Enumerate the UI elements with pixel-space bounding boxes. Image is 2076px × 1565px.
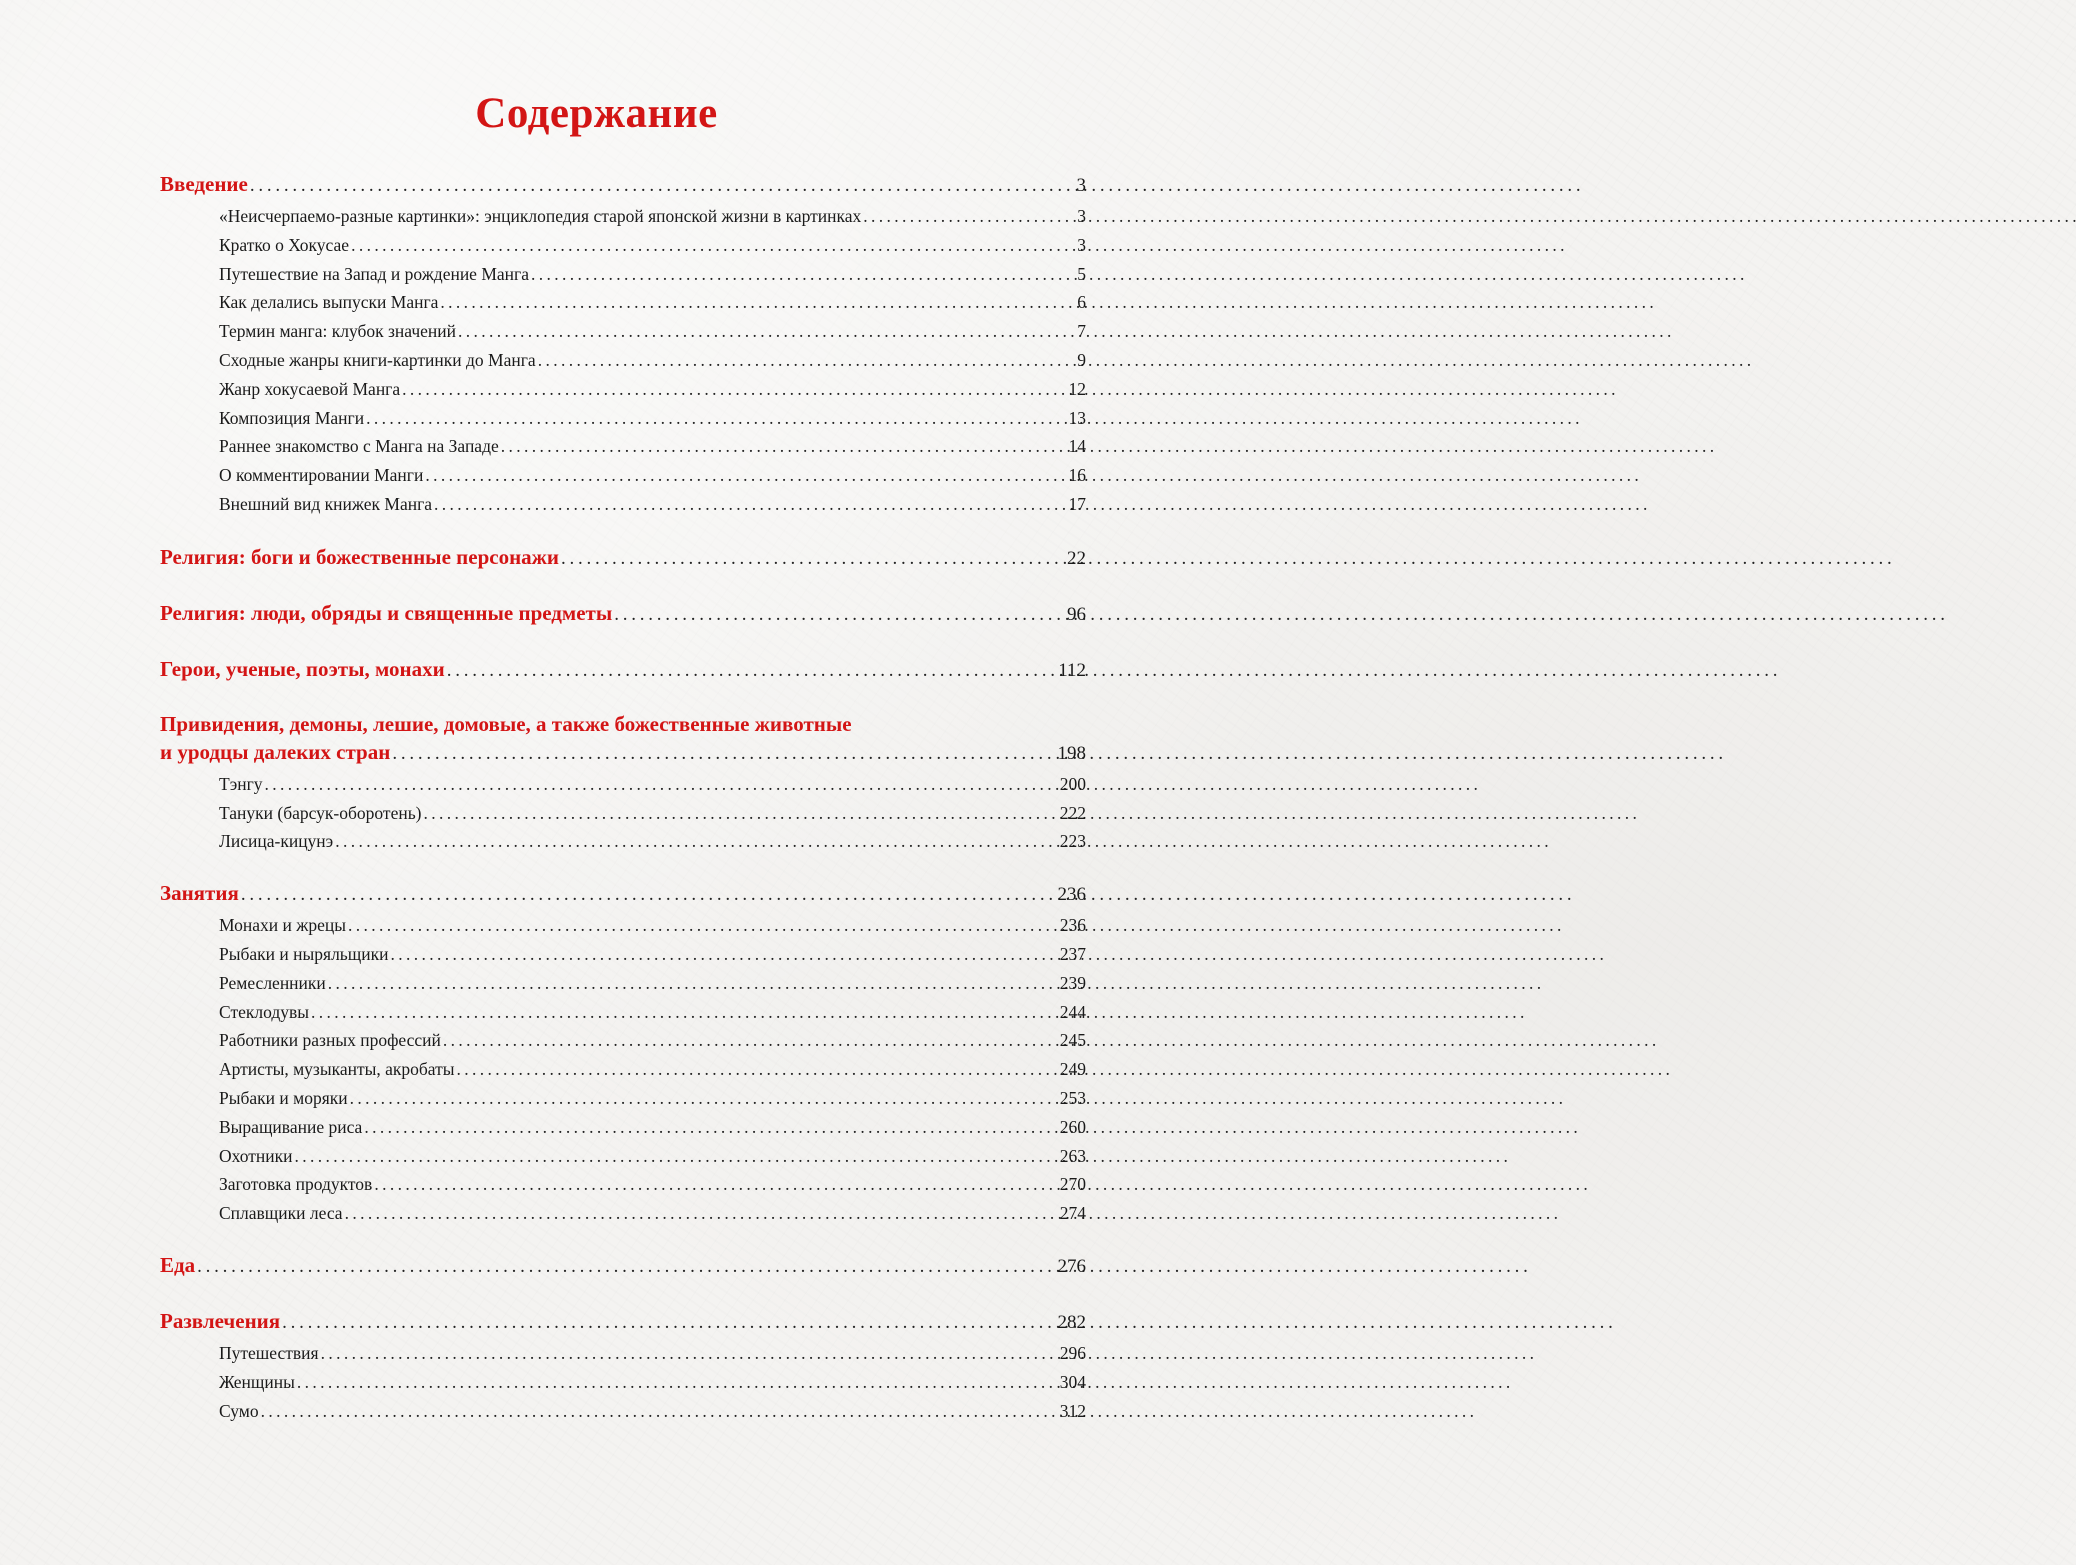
toc-page-number: 276 (1057, 1255, 1086, 1277)
toc-section-introduction[interactable] (160, 170, 1086, 198)
leader-dots (282, 1309, 1057, 1337)
leader-dots (265, 770, 1060, 799)
leader-dots (335, 827, 1060, 856)
toc-item[interactable] (160, 770, 1086, 799)
toc-item[interactable] (160, 1142, 1086, 1171)
toc-item-label: О комментировании Манги (219, 465, 424, 486)
toc-section-label: Религия: люди, обряды и священные предметы (160, 600, 613, 625)
toc-section-label: Еда (160, 1252, 196, 1277)
toc-page-number: 244 (1059, 1001, 1086, 1022)
leader-dots (197, 1253, 1057, 1281)
toc-page-number: 296 (1059, 1342, 1086, 1363)
leader-dots (424, 799, 1060, 828)
toc-item-label: Путешествия (219, 1342, 319, 1363)
toc-item[interactable] (160, 375, 1086, 404)
toc-item-label: Женщины (219, 1371, 295, 1392)
leader-dots (538, 346, 1078, 375)
toc-item[interactable] (160, 404, 1086, 433)
toc-page-number: 198 (1057, 742, 1086, 764)
toc-section-label: Религия: боги и божественные персонажи (160, 544, 559, 569)
leader-dots (402, 375, 1068, 404)
toc-page-number: 236 (1059, 915, 1086, 936)
toc-page-number: 239 (1059, 972, 1086, 993)
leader-dots (531, 260, 1077, 289)
toc-section-entertainment[interactable] (160, 1307, 1086, 1335)
toc-page-number: 7 (1077, 321, 1086, 342)
leader-dots (391, 940, 1060, 969)
leader-dots (241, 881, 1058, 909)
toc-item[interactable] (160, 940, 1086, 969)
leader-dots (261, 1397, 1060, 1426)
toc-page-number: 236 (1057, 884, 1086, 906)
toc-item[interactable] (160, 317, 1086, 346)
toc-item-label: Рыбаки и моряки (219, 1087, 348, 1108)
leader-dots (863, 202, 1077, 231)
toc-item[interactable] (160, 490, 1086, 519)
leader-dots (392, 740, 1057, 768)
leader-dots (457, 1055, 1060, 1084)
leader-dots (447, 657, 1058, 685)
toc-page-number: 3 (1077, 206, 1086, 226)
toc-page-number: 274 (1059, 1203, 1086, 1224)
leader-dots (250, 172, 1077, 200)
leader-dots (501, 432, 1069, 461)
toc-page-number: 304 (1059, 1371, 1086, 1392)
toc-page-number: 312 (1059, 1400, 1086, 1421)
leader-dots (561, 545, 1067, 573)
toc-item-label: Артисты, музыканты, акробаты (219, 1059, 455, 1080)
toc-item-label: Рыбаки и ныряльщики (219, 943, 389, 964)
toc-page-number: 9 (1077, 349, 1086, 370)
leader-dots (295, 1142, 1060, 1171)
toc-item[interactable] (160, 1055, 1086, 1084)
toc-page-number: 249 (1059, 1059, 1086, 1080)
toc-page-number: 263 (1059, 1145, 1086, 1166)
toc-item[interactable] (160, 969, 1086, 998)
toc-page-number: 12 (1068, 378, 1086, 399)
toc-page-number: 6 (1077, 292, 1086, 313)
toc-section-food[interactable] (160, 1251, 1086, 1279)
leader-dots (614, 601, 1067, 629)
toc-item[interactable] (160, 1368, 1086, 1397)
toc-section-label: Герои, ученые, поэты, монахи (160, 656, 445, 681)
leader-dots (311, 998, 1060, 1027)
leader-dots (348, 911, 1060, 940)
page-title: Содержание (475, 90, 718, 137)
toc-page-number: 5 (1077, 263, 1086, 284)
toc-item[interactable] (160, 231, 1086, 260)
toc-item-label: Выращивание риса (219, 1116, 363, 1137)
toc-page-number: 200 (1059, 773, 1086, 794)
toc-page-number: 282 (1057, 1311, 1086, 1333)
leader-dots (350, 1084, 1060, 1113)
toc-section-ghosts[interactable] (160, 738, 1086, 766)
toc-item[interactable] (160, 432, 1086, 461)
toc-item-label: Сумо (219, 1400, 259, 1421)
leader-dots (434, 490, 1068, 519)
toc-page-number: 13 (1068, 407, 1086, 428)
toc-page-number: 96 (1067, 603, 1086, 625)
toc-item-label: Тэнгу (219, 773, 263, 794)
toc-section-occupations[interactable] (160, 879, 1086, 907)
toc-page-number: 17 (1068, 493, 1086, 514)
leader-dots (425, 461, 1068, 490)
toc-item-label: Раннее знакомство с Манга на Западе (219, 436, 499, 457)
toc-item[interactable] (160, 799, 1086, 828)
leader-dots (297, 1368, 1060, 1397)
toc-section-religion-gods[interactable] (160, 543, 1086, 571)
toc-page-number: 270 (1059, 1174, 1086, 1195)
toc-section-label: Развлечения (160, 1308, 281, 1333)
toc-item-label: Стеклодувы (219, 1001, 310, 1022)
toc-item-label: Путешествие на Запад и рождение Манга (219, 263, 529, 284)
leader-dots (351, 231, 1077, 260)
leader-dots (321, 1339, 1060, 1368)
toc-page-number: 112 (1058, 659, 1086, 681)
toc-item-label: Жанр хокусаевой Манга (219, 378, 401, 399)
toc-item[interactable] (160, 346, 1086, 375)
toc-item-label: Внешний вид книжек Манга (219, 493, 433, 514)
toc-item-label: Работники разных профессий (219, 1030, 441, 1051)
leader-dots (443, 1026, 1060, 1055)
toc-item-label: Сплавщики леса (219, 1203, 343, 1224)
toc-page-number: 22 (1067, 547, 1086, 569)
leader-dots (440, 288, 1077, 317)
toc-item-label: «Неисчерпаемо-разные картинки»: энциклопедия старой японской жизни в картинках (219, 206, 862, 226)
toc-page-number: 237 (1059, 943, 1086, 964)
leader-dots (374, 1170, 1059, 1199)
toc-section-label: Введение (160, 172, 248, 196)
toc-item[interactable] (160, 1026, 1086, 1055)
toc-item[interactable] (160, 1113, 1086, 1142)
toc-page-number: 14 (1068, 436, 1086, 457)
toc-page-number: 16 (1068, 465, 1086, 486)
toc-page-number: 253 (1059, 1087, 1086, 1108)
toc-section-heroes[interactable] (160, 655, 1086, 683)
toc-item-label: Кратко о Хокусае (219, 234, 350, 255)
leader-dots (366, 404, 1068, 433)
leader-dots (364, 1113, 1059, 1142)
toc-item-label: Лисица-кицунэ (219, 831, 334, 852)
toc-page-number: 3 (1077, 234, 1086, 255)
toc-item[interactable] (160, 827, 1086, 856)
toc-item[interactable] (160, 1199, 1086, 1228)
toc-item[interactable] (160, 1084, 1086, 1113)
toc-section-label: и уродцы далеких стран (160, 739, 391, 764)
toc-item[interactable] (160, 1339, 1086, 1368)
toc-section-label-line1[interactable]: Привидения, демоны, лешие, домовые, а также божественные животные (160, 711, 852, 736)
toc-item[interactable] (160, 260, 1086, 289)
toc-item-label: Как делались выпуски Манга (219, 292, 439, 313)
toc-item-label: Заготовка продуктов (219, 1174, 373, 1195)
toc-item[interactable] (160, 1397, 1086, 1426)
toc-item-label: Монахи и жрецы (219, 915, 346, 936)
toc-page-number: 223 (1059, 831, 1086, 852)
toc-item-label: Композиция Манги (219, 407, 365, 428)
toc-item-label: Термин манга: клубок значений (219, 321, 457, 342)
toc-item-label: Ремесленники (219, 972, 326, 993)
toc-item[interactable] (160, 288, 1086, 317)
toc-item-label: Охотники (219, 1145, 293, 1166)
toc-section-label: Занятия (160, 881, 239, 906)
toc-section-religion-people[interactable] (160, 599, 1086, 627)
toc-item[interactable] (160, 1170, 1086, 1199)
toc-page-number: 222 (1059, 802, 1086, 823)
toc-item[interactable] (160, 461, 1086, 490)
leader-dots (345, 1199, 1060, 1228)
toc-page-number: 245 (1059, 1030, 1086, 1051)
toc-item[interactable] (160, 202, 1086, 231)
toc-item[interactable] (160, 911, 1086, 940)
leader-dots (328, 969, 1060, 998)
toc-item-label: Сходные жанры книги-картинки до Манга (219, 349, 536, 370)
table-of-contents (160, 170, 1086, 1425)
toc-item-label: Тануки (барсук-оборотень) (219, 802, 422, 823)
leader-dots (458, 317, 1077, 346)
toc-item[interactable] (160, 998, 1086, 1027)
toc-page-number: 260 (1059, 1116, 1086, 1137)
toc-page-number: 3 (1076, 175, 1086, 196)
